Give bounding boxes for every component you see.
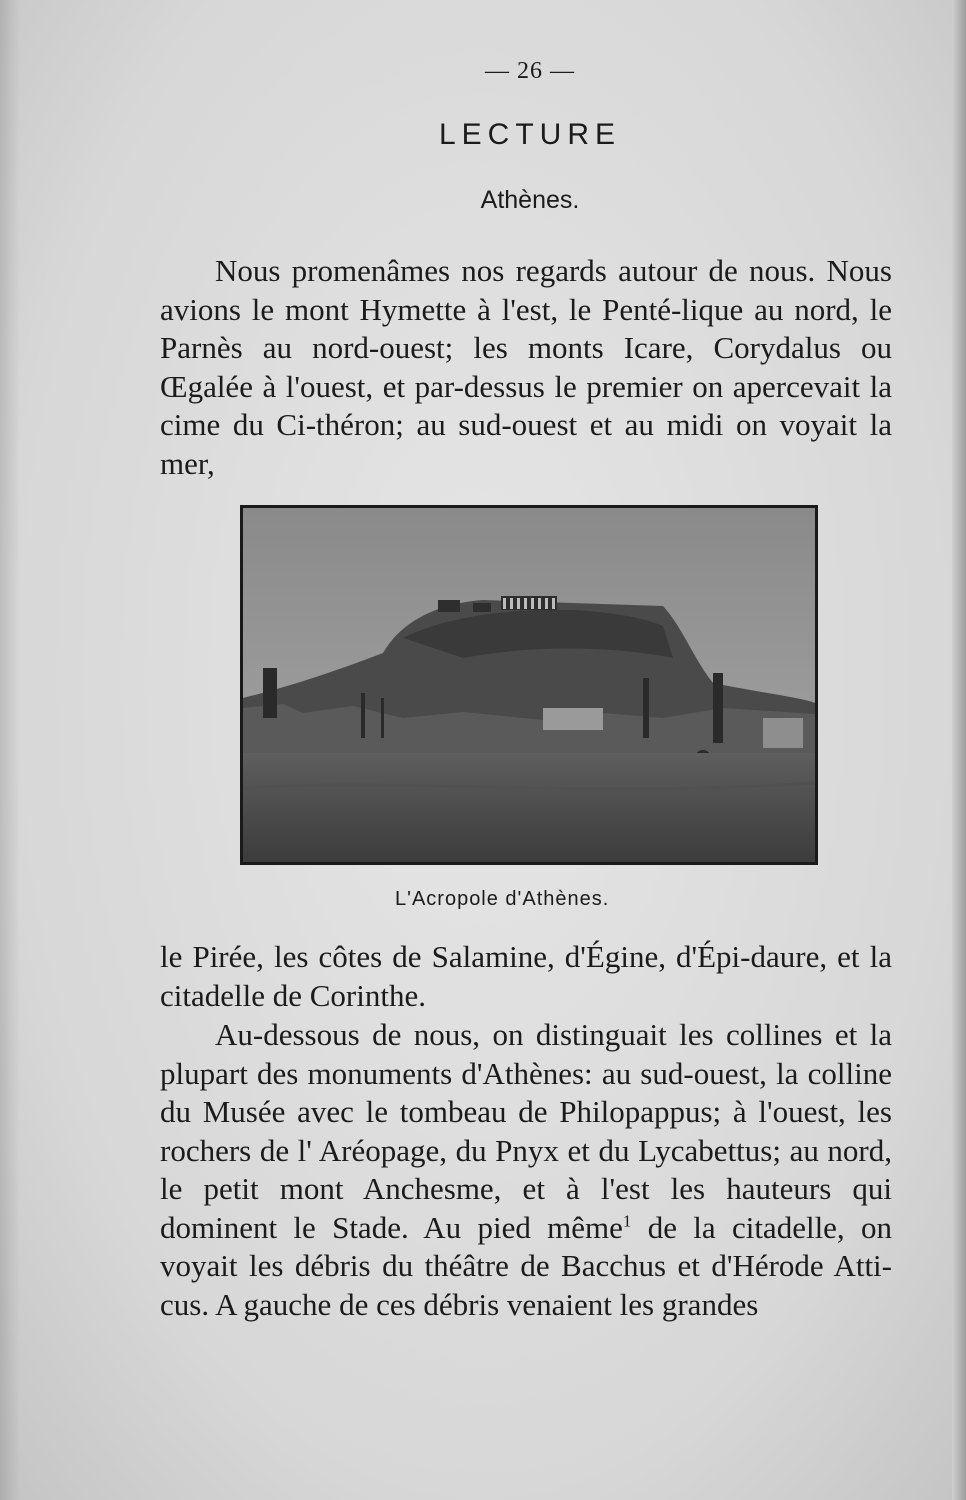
acropolis-photo bbox=[240, 505, 818, 865]
paragraph-3 bbox=[160, 1016, 892, 1324]
footnote-marker: 1 bbox=[622, 1211, 632, 1231]
paragraph-1: Nous promenâmes nos regards autour de nous. Nous avions le mont Hymette à l'est, le Penté-lique au nord, le Parnès au nord-ouest; les monts Icare, Corydalus ou Œgalée à l'ouest, et par-dessus le premier on apercevait la cime du Ci-théron; au sud-ouest et au midi on voyait la mer, bbox=[160, 253, 892, 481]
section-subheading: Athènes. bbox=[480, 186, 580, 214]
section-heading: LECTURE bbox=[438, 118, 622, 151]
page-number: — 26 — bbox=[485, 58, 575, 84]
paragraph-2: le Pirée, les côtes de Salamine, d'Égine, d'Épi-daure, et la citadelle de Corinthe. bbox=[160, 939, 892, 1013]
paragraph-3-part-b: de la citadelle, on voyait les débris du théâtre de Bacchus et d'Hérode Atti-cus. A gauche de ces débris venaient les grandes bbox=[160, 1209, 892, 1322]
page-gutter-shadow bbox=[0, 0, 20, 1500]
page-edge bbox=[952, 0, 966, 1500]
paragraph-3-part-a: Au-dessous de nous, on distinguait les collines et la plupart des monuments d'Athènes: au sud-ouest, la colline du Musée avec le tombeau de Philopappus; à l'ouest, les rochers de l' Aréopage, du Pnyx et du Lycabettus; au nord, le petit mont Anchesme, et à l'est les hauteurs qui dominent le Stade. Au pied même bbox=[160, 1017, 892, 1245]
figure-caption: L'Acropole d'Athènes. bbox=[395, 888, 610, 910]
